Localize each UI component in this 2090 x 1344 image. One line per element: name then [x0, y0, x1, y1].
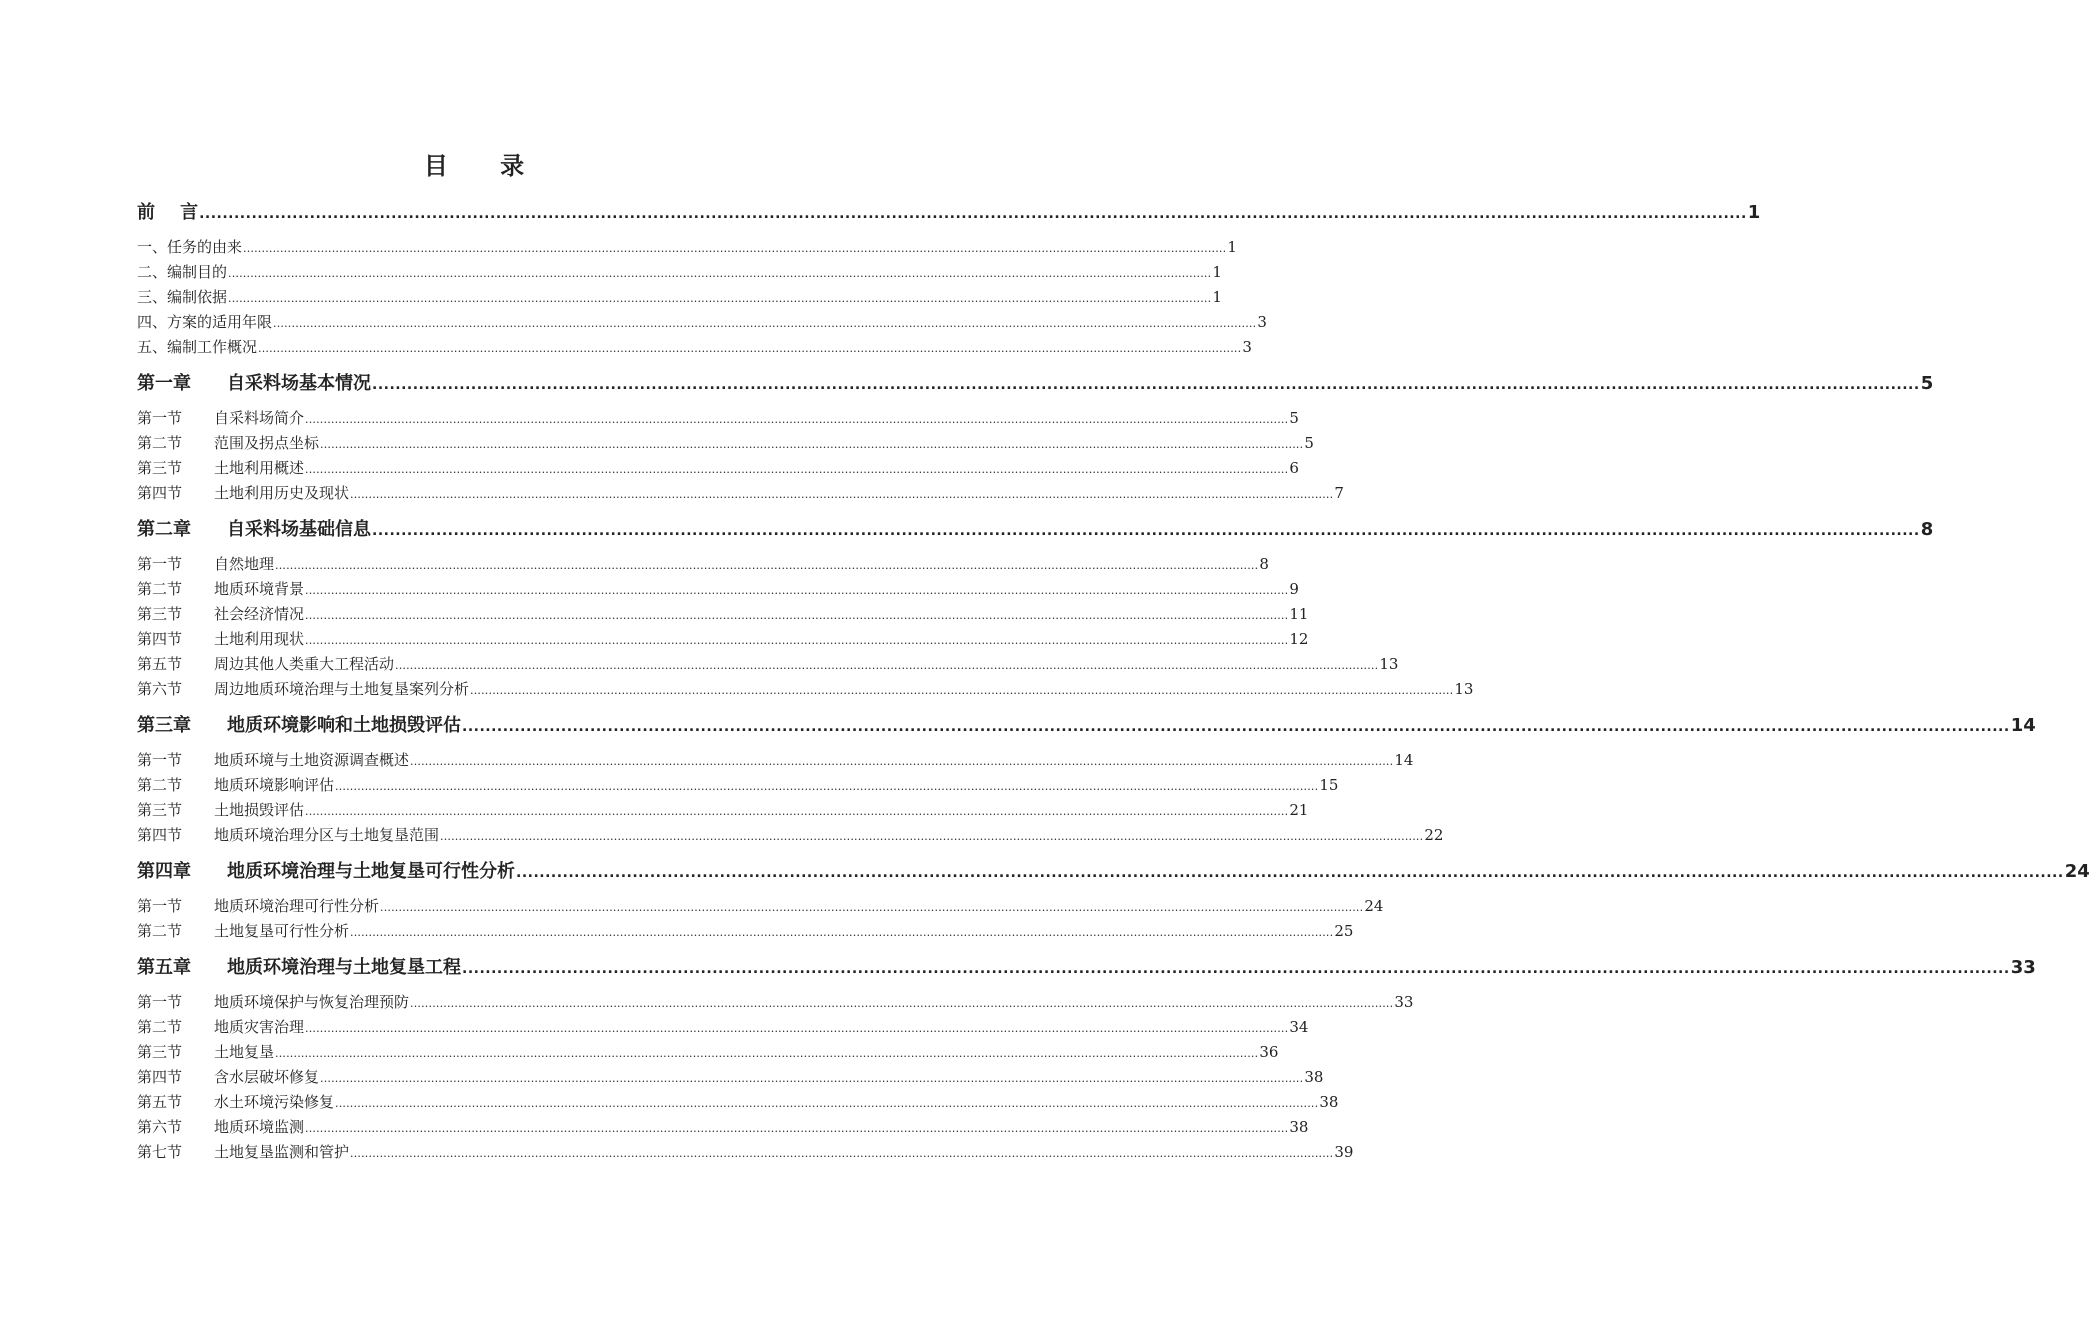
toc-page-number: 25	[1334, 922, 1354, 940]
toc-page-number: 8	[1259, 555, 1269, 573]
toc-item[interactable]	[137, 285, 1222, 310]
toc-leader-dots: ..........................................................................................................................................................................................................................................................................	[275, 559, 1259, 572]
toc-section-title: 土地复垦监测和管护	[214, 1143, 350, 1161]
toc-leader-dots: ..........................................................................................................................................................................................................................................................................	[440, 830, 1424, 843]
toc-leader-dots: ..........................................................................................................................................................................................................................................................................	[305, 413, 1289, 426]
toc-chapter-title: 地质环境治理与土地复垦工程	[227, 957, 461, 978]
toc-item[interactable]	[137, 310, 1267, 335]
toc-section-title: 含水层破坏修复	[214, 1068, 320, 1086]
toc-leader-dots: ..........................................................................................................................................................................................................................................................................	[243, 242, 1227, 255]
toc-leader-dots: ..........................................................................................................................................................................................................................................................................	[320, 438, 1304, 451]
toc-page-number: 36	[1259, 1043, 1279, 1061]
toc-leader-dots: ..........................................................................................................................................................................................................................................................................	[410, 997, 1394, 1010]
toc-page-number: 9	[1289, 580, 1299, 598]
toc-section-title: 地质环境治理可行性分析	[214, 897, 380, 915]
toc-leader-dots: ..........................................................................................................................................................................................................................................................................	[410, 755, 1394, 768]
toc-page-number: 1	[1212, 288, 1222, 306]
toc-section[interactable]	[137, 1015, 1309, 1040]
toc-section[interactable]	[137, 1040, 1279, 1065]
toc-section-title: 土地利用概述	[214, 459, 305, 477]
toc-section-number: 第四节	[137, 630, 183, 648]
toc-section-title: 土地利用现状	[214, 630, 305, 648]
toc-section-title: 地质环境保护与恢复治理预防	[214, 993, 410, 1011]
toc-leader-dots: ..........................................................................................................................................................................................................................................................................	[305, 1122, 1289, 1135]
toc-section[interactable]	[137, 602, 1309, 627]
toc-leader-dots: ..........................................................................................................................................................................................................................................................................	[335, 1097, 1319, 1110]
toc-section[interactable]	[137, 677, 1474, 702]
toc-section-title: 自然地理	[214, 555, 275, 573]
toc-leader-dots: ..........................................................................................................................................................................................................................................................................	[305, 584, 1289, 597]
toc-chapter-number: 第三章	[137, 715, 191, 736]
toc-leader-dots: ..........................................................................................................................................................................................................................................................................	[305, 609, 1289, 622]
toc-section-title: 范围及拐点坐标	[214, 434, 320, 452]
toc-leader-dots: ..........................................................................................................................................................................................................................................................................	[258, 342, 1242, 355]
toc-page-number: 13	[1454, 680, 1474, 698]
toc-leader-dots: ..........................................................................................................................................................................................................................................................................	[350, 926, 1334, 939]
toc-page-number: 24	[2064, 861, 2090, 882]
toc-section-number: 第五节	[137, 655, 183, 673]
toc-section-number: 第二节	[137, 776, 183, 794]
toc-leader-dots: ..........................................................................................................................................................................................................................................................................	[273, 317, 1257, 330]
toc-section-number: 第一节	[137, 409, 183, 427]
toc-page-number: 5	[1289, 409, 1299, 427]
toc-leader-dots: ..........................................................................................................................................................................................................................................................................	[275, 1047, 1259, 1060]
toc-page-number: 33	[2010, 957, 2036, 978]
toc-section-title: 地质环境影响评估	[214, 776, 335, 794]
toc-section[interactable]	[137, 919, 1354, 944]
toc-page-number: 11	[1289, 605, 1309, 623]
toc-leader-dots: ..........................................................................................................................................................................................................................................................................	[462, 961, 2010, 977]
toc-page-number: 3	[1242, 338, 1252, 356]
toc-page-number: 5	[1920, 373, 1934, 394]
toc-section[interactable]	[137, 748, 1414, 773]
toc-leader-dots: ..........................................................................................................................................................................................................................................................................	[320, 1072, 1304, 1085]
toc-chapter-1[interactable]	[137, 369, 1934, 399]
toc-page-number: 14	[1394, 751, 1414, 769]
toc-leader-dots: ..........................................................................................................................................................................................................................................................................	[305, 463, 1289, 476]
toc-section-title: 自采料场简介	[214, 409, 305, 427]
toc-leader-dots: ..........................................................................................................................................................................................................................................................................	[305, 805, 1289, 818]
toc-leader-dots: ..........................................................................................................................................................................................................................................................................	[380, 901, 1364, 914]
toc-leader-dots: ..........................................................................................................................................................................................................................................................................	[372, 377, 1920, 393]
toc-section-title: 地质环境监测	[214, 1118, 305, 1136]
toc-leader-dots: ..........................................................................................................................................................................................................................................................................	[470, 684, 1454, 697]
toc-chapter-number: 第四章	[137, 861, 191, 882]
toc-title: 目 录	[423, 152, 547, 180]
table-of-contents	[137, 198, 2090, 1165]
toc-chapter-title: 自采料场基本情况	[227, 373, 371, 394]
toc-page-number: 34	[1289, 1018, 1309, 1036]
toc-page-number: 33	[1394, 993, 1414, 1011]
toc-page-number: 13	[1379, 655, 1399, 673]
toc-leader-dots: ..........................................................................................................................................................................................................................................................................	[395, 659, 1379, 672]
toc-item-label: 三、编制依据	[137, 288, 228, 306]
toc-page-number: 1	[1212, 263, 1222, 281]
toc-section-number: 第二节	[137, 1018, 183, 1036]
toc-section[interactable]	[137, 1065, 1324, 1090]
toc-item-label: 四、方案的适用年限	[137, 313, 273, 331]
toc-section-number: 第二节	[137, 434, 183, 452]
toc-section-number: 第六节	[137, 680, 183, 698]
toc-section-number: 第四节	[137, 826, 183, 844]
toc-section-title: 水土环境污染修复	[214, 1093, 335, 1111]
toc-page-number: 14	[2010, 715, 2036, 736]
toc-chapter-3[interactable]	[137, 711, 2036, 741]
toc-section-title: 周边地质环境治理与土地复垦案列分析	[214, 680, 470, 698]
toc-section[interactable]	[137, 894, 1384, 919]
toc-section-title: 地质环境背景	[214, 580, 305, 598]
toc-leader-dots: ..........................................................................................................................................................................................................................................................................	[372, 523, 1920, 539]
toc-page-number: 38	[1304, 1068, 1324, 1086]
toc-item[interactable]	[137, 235, 1237, 260]
toc-item-label: 五、编制工作概况	[137, 338, 258, 356]
toc-chapter-label: 前 言	[137, 202, 199, 223]
toc-page-number: 39	[1334, 1143, 1354, 1161]
toc-section-number: 第四节	[137, 1068, 183, 1086]
toc-page-number: 7	[1334, 484, 1344, 502]
toc-chapter-2[interactable]	[137, 515, 1934, 545]
toc-section-number: 第二节	[137, 922, 183, 940]
toc-page-number: 38	[1319, 1093, 1339, 1111]
toc-chapter-title: 地质环境治理与土地复垦可行性分析	[227, 861, 515, 882]
toc-section[interactable]	[137, 823, 1444, 848]
toc-page-number: 21	[1289, 801, 1309, 819]
toc-chapter-title: 自采料场基础信息	[227, 519, 371, 540]
toc-page-number: 12	[1289, 630, 1309, 648]
toc-page-number: 5	[1304, 434, 1314, 452]
toc-section[interactable]	[137, 990, 1414, 1015]
toc-item[interactable]	[137, 335, 1252, 360]
toc-section-number: 第六节	[137, 1118, 183, 1136]
toc-chapter-4[interactable]	[137, 857, 2090, 887]
toc-leader-dots: ..........................................................................................................................................................................................................................................................................	[350, 488, 1334, 501]
toc-item-label: 二、编制目的	[137, 263, 228, 281]
toc-section[interactable]	[137, 577, 1299, 602]
toc-section-number: 第三节	[137, 1043, 183, 1061]
toc-section[interactable]	[137, 773, 1339, 798]
toc-section-number: 第二节	[137, 580, 183, 598]
toc-section[interactable]	[137, 431, 1314, 456]
toc-section[interactable]	[137, 1090, 1339, 1115]
toc-chapter-number: 第一章	[137, 373, 191, 394]
toc-section-title: 土地利用历史及现状	[214, 484, 350, 502]
toc-page-number: 6	[1289, 459, 1299, 477]
toc-section-number: 第一节	[137, 555, 183, 573]
toc-chapter-number: 第二章	[137, 519, 191, 540]
toc-section-title: 土地损毁评估	[214, 801, 305, 819]
toc-page-number: 3	[1257, 313, 1267, 331]
toc-section-number: 第一节	[137, 993, 183, 1011]
toc-chapter-number: 第五章	[137, 957, 191, 978]
toc-section-number: 第五节	[137, 1093, 183, 1111]
toc-page-number: 1	[1227, 238, 1237, 256]
toc-leader-dots: ..........................................................................................................................................................................................................................................................................	[305, 634, 1289, 647]
toc-section-number: 第三节	[137, 459, 183, 477]
toc-section[interactable]	[137, 481, 1344, 506]
toc-section-title: 地质环境治理分区与土地复垦范围	[214, 826, 440, 844]
toc-section-number: 第七节	[137, 1143, 183, 1161]
toc-page-number: 22	[1424, 826, 1444, 844]
toc-section[interactable]	[137, 1140, 1354, 1165]
toc-section[interactable]	[137, 627, 1309, 652]
toc-chapter-5[interactable]	[137, 953, 2036, 983]
toc-leader-dots: ..........................................................................................................................................................................................................................................................................	[228, 267, 1212, 280]
toc-leader-dots: ..........................................................................................................................................................................................................................................................................	[350, 1147, 1334, 1160]
toc-section-title: 土地复垦	[214, 1043, 275, 1061]
toc-section-number: 第三节	[137, 801, 183, 819]
toc-section[interactable]	[137, 406, 1299, 431]
toc-section-title: 土地复垦可行性分析	[214, 922, 350, 940]
toc-page-number: 8	[1920, 519, 1934, 540]
toc-section[interactable]	[137, 552, 1269, 577]
toc-item-label: 一、任务的由来	[137, 238, 243, 256]
toc-section[interactable]	[137, 456, 1299, 481]
toc-page-number: 1	[1747, 202, 1761, 223]
toc-leader-dots: ..........................................................................................................................................................................................................................................................................	[462, 719, 2010, 735]
toc-leader-dots: ..........................................................................................................................................................................................................................................................................	[335, 780, 1319, 793]
toc-chapter-title: 地质环境影响和土地损毁评估	[227, 715, 461, 736]
toc-page-number: 24	[1364, 897, 1384, 915]
toc-section[interactable]	[137, 1115, 1309, 1140]
toc-section-number: 第一节	[137, 897, 183, 915]
toc-section-number: 第四节	[137, 484, 183, 502]
toc-section[interactable]	[137, 652, 1399, 677]
toc-leader-dots: ..........................................................................................................................................................................................................................................................................	[228, 292, 1212, 305]
toc-leader-dots: ..........................................................................................................................................................................................................................................................................	[199, 206, 1747, 222]
toc-section-number: 第三节	[137, 605, 183, 623]
toc-page-number: 15	[1319, 776, 1339, 794]
toc-section-title: 社会经济情况	[214, 605, 305, 623]
toc-section-number: 第一节	[137, 751, 183, 769]
toc-section-title: 地质环境与土地资源调查概述	[214, 751, 410, 769]
toc-section[interactable]	[137, 798, 1309, 823]
toc-page-number: 38	[1289, 1118, 1309, 1136]
toc-leader-dots: ..........................................................................................................................................................................................................................................................................	[305, 1022, 1289, 1035]
toc-leader-dots: ..........................................................................................................................................................................................................................................................................	[516, 865, 2064, 881]
toc-chapter-preface[interactable]	[137, 198, 1761, 228]
toc-section-title: 地质灾害治理	[214, 1018, 305, 1036]
toc-section-title: 周边其他人类重大工程活动	[214, 655, 395, 673]
toc-item[interactable]	[137, 260, 1222, 285]
